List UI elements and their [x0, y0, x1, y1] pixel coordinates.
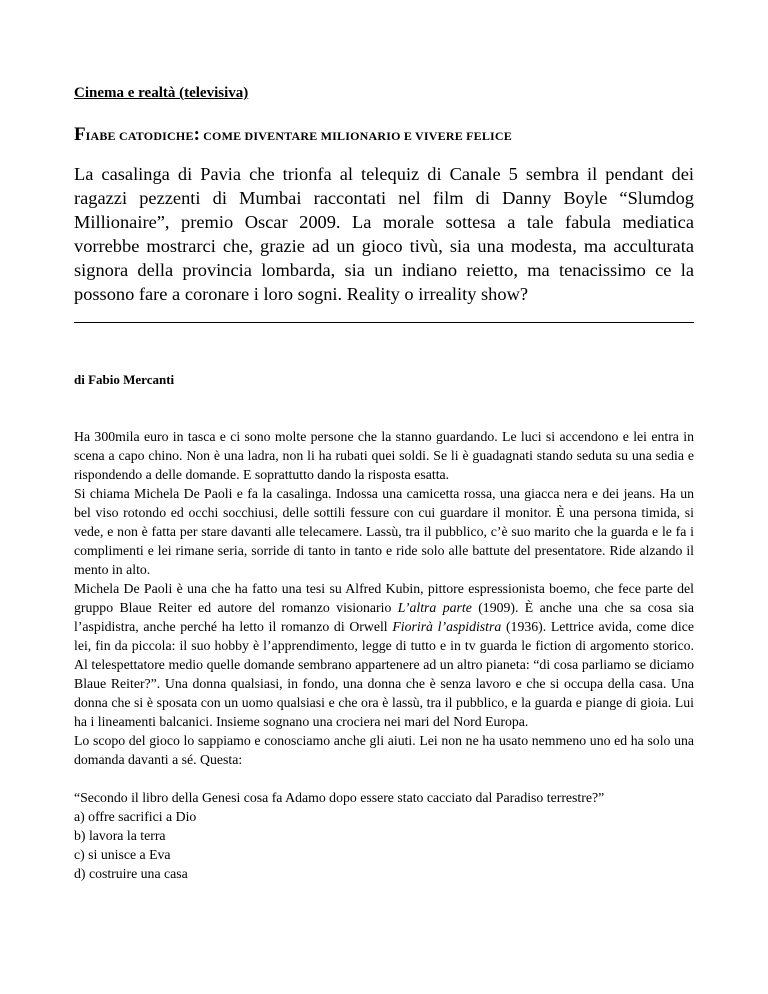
lead-paragraph: La casalinga di Pavia che trionfa al telequiz di Canale 5 sembra il pendant dei ragazzi pezzenti di Mumbai raccontati nel film di Danny Boyle “Slumdog Millionaire”, premio Oscar 2009. La morale sottesa a tale fabula mediatica vorrebbe mostrarci che, grazie ad un gioco tivù, sia una modesta, ma acculturata signora della provincia lombarda, sia un indiano reietto, ma tenacissimo ce la possono fare a coronare i loro sogni. Reality o irreality show?	[74, 164, 694, 304]
section-title: Cinema e realtà (televisiva)	[74, 85, 249, 101]
headline-colon: :	[193, 124, 200, 145]
body-paragraph-1: Ha 300mila euro in tasca e ci sono molte persone che la stanno guardando. Le luci si accendono e lei entra in scena a capo chino. Non è una ladra, non li ha rubati quei soldi. Se li è guadagnati stando seduta su una sedia e rispondendo a delle domande. E soprattutto dando la risposta esatta.	[74, 429, 694, 482]
p3-text-c: (1909). È anche una che sa cosa sia l’aspidistra, anche perché ha letto il romanzo di Orwell	[74, 600, 695, 634]
body-paragraph-4: Lo scopo del gioco lo sappiamo e conosciamo anche gli aiuti. Lei non ne ha usato nemmeno uno ed ha solo una domanda davanti a sé. Questa:	[74, 733, 694, 767]
body-paragraph-3	[74, 579, 694, 731]
separator-rule	[74, 322, 694, 323]
article-headline	[74, 124, 512, 146]
headline-title: IABE CATODICHE	[85, 129, 194, 143]
quiz-option-c: c) si unisce a Eva	[74, 847, 171, 862]
headline-initial: F	[74, 124, 86, 145]
book-title-orwell: Fiorirà l’aspidistra	[392, 619, 502, 634]
p3-text-e: (1936). Lettrice avida, come dice lei, fin da piccola: il suo hobby è l’apprendimento, legge di tutto e in tv guarda le fiction di argomento storico. Al telespettatore medio quelle domande sembrano appartenere ad un altro pianeta: “di cosa parliamo se diciamo Blaue Reiter?”. Una donna qualsiasi, in fondo, una donna che è senza lavoro e che si occupa della casa. Una donna che si è sposata con un uomo qualsiasi e che ora è lassù, tra il pubblico, e la guarda e piange di gioia. Lui ha i lineamenti balcanici. Insieme sognano una crociera nei mari del Nord Europa.	[74, 619, 694, 729]
headline-subtitle: COME DIVENTARE MILIONARIO E VIVERE FELICE	[199, 129, 512, 143]
quiz-option-d: d) costruire una casa	[74, 866, 188, 881]
book-title-kubin: L’altra parte	[397, 600, 472, 615]
quiz-question: “Secondo il libro della Genesi cosa fa Adamo dopo essere stato cacciato dal Paradiso terrestre?”	[74, 790, 605, 805]
p3-text-a: Michela De Paoli è una che ha fatto una tesi su Alfred Kubin, pittore espressionista boemo, che fece parte del gruppo Blaue Reiter ed autore del romanzo visionario	[74, 581, 694, 615]
paragraph-gap	[74, 769, 694, 788]
byline: di Fabio Mercanti	[74, 372, 175, 387]
article-body	[74, 427, 694, 883]
quiz-option-b: b) lavora la terra	[74, 828, 166, 843]
body-paragraph-2: Si chiama Michela De Paoli e fa la casalinga. Indossa una camicetta rossa, una giacca nera e dei jeans. Ha un bel viso rotondo ed occhi socchiusi, delle sottili fessure con cui guardare il monitor. È una persona timida, si vede, e non è fatta per stare davanti alle telecamere. Lassù, tra il pubblico, c’è suo marito che la guarda e le fa i complimenti e lei rimane seria, sorride di tanto in tanto e ride solo alle battute del presentatore. Ride alzando il mento in alto.	[74, 486, 694, 577]
quiz-option-a: a) offre sacrifici a Dio	[74, 809, 197, 824]
